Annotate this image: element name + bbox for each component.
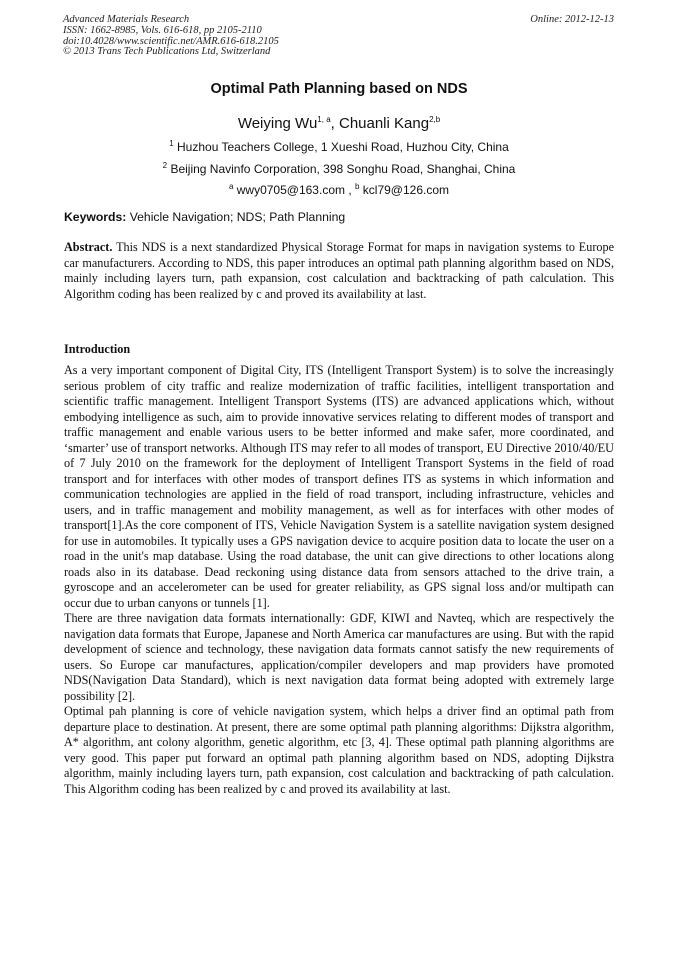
- author-2-sup: 2,b: [429, 115, 441, 124]
- journal-name: Advanced Materials Research: [63, 14, 190, 25]
- email-b: kcl79@126.com: [362, 183, 450, 197]
- affiliation-2: [0, 162, 678, 176]
- affiliation-1-sup: 1: [169, 139, 174, 148]
- author-2: Chuanli Kang: [338, 115, 430, 132]
- author-1: Weiying Wu: [237, 115, 318, 132]
- email-b-sup: b: [355, 182, 360, 191]
- affiliation-1: [0, 140, 678, 154]
- keywords-label: Keywords:: [64, 210, 127, 224]
- intro-paragraph-1: As a very important component of Digital City, ITS (Intelligent Transport System) is to solve the increasingly serious problem of city traffic and realize modernization of traffic facilities, intelligent transportation and scientific traffic management. Intelligent Transport Systems (ITS) are advanced applications which, without embodying intelligence as such, aim to provide innovative services relating to different modes of transport and traffic management and enable various users to be better informed and make safer, more coordinated, and ‘smarter’ use of transport networks. Although ITS may refer to all modes of transport, EU Directive 2010/40/EU of 7 July 2010 on the framework for the deployment of Intelligent Transport Systems in the field of road transport and for interfaces with other modes of transport defines ITS as systems in which information and communication technologies are applied in the field of road transport, including infrastructure, vehicles and users, and in traffic management and mobility management, as well as for interfaces with other modes of transport[1].As the core component of ITS, Vehicle Navigation System is a satellite navigation system designed for use in automobiles. It typically uses a GPS navigation device to acquire position data to locate the user on a road in the unit's map database. Using the road database, the unit can give directions to other locations along roads also in its database. Dead reckoning using distance data from sensors attached to the drive train, a gyroscope and an accelerometer can be used for greater reliability, as GPS signal loss and/or multipath can occur due to urban canyons or tunnels [1].: [64, 363, 614, 610]
- abstract-text: This NDS is a next standardized Physical Storage Format for maps in navigation systems to Europe car manufacturers. According to NDS, this paper introduces an optimal path planning algorithm based on NDS, mainly including layers turn, path expansion, cost calculation and backtracking of path calculation. This Algorithm coding has been realized by c and proved its availability at last.: [64, 240, 615, 301]
- email-line: [0, 183, 678, 197]
- issn-line: ISSN: 1662-8985, Vols. 616-618, pp 2105-2110: [63, 24, 262, 36]
- email-a: wwy0705@163.com ,: [236, 183, 355, 197]
- author-line: [0, 115, 678, 132]
- online-date: Online: 2012-12-13: [530, 14, 614, 25]
- affiliation-2-sup: 2: [162, 161, 168, 170]
- abstract-label: Abstract.: [64, 240, 113, 254]
- keywords: [64, 210, 614, 224]
- intro-paragraph-2: There are three navigation data formats internationally: GDF, KIWI and Navteq, which are respectively the navigation data formats that Europe, Japanese and North America car manufactures are using. But with the rapid development of science and technology, these navigation data formats cannot satisfy the new requirements of users. So Europe car manufactures, application/compiler developers and map providers have promoted NDS(Navigation Data Standard), which is next navigation data format being adopted with extremely large possibility [2].: [64, 611, 614, 703]
- doi-line: doi:10.4028/www.scientific.net/AMR.616-618.2105: [63, 35, 279, 47]
- keywords-text: Vehicle Navigation; NDS; Path Planning: [129, 210, 346, 224]
- introduction-body: [64, 363, 614, 797]
- abstract: [64, 240, 614, 302]
- email-a-sup: a: [228, 182, 234, 191]
- introduction-heading: Introduction: [64, 342, 131, 356]
- intro-paragraph-3: Optimal pah planning is core of vehicle navigation system, which helps a driver find an optimal path from departure place to destination. At present, there are some optimal path planning algorithms: Dijkstra algorithm, A* algorithm, ant colony algorithm, genetic algorithm, etc [3, 4]. These optimal path planning algorithms are very good. This paper put forward an optimal path planning algorithm based on NDS, adopting Dijkstra algorithm, mainly including layers turn, path expansion, cost calculation and backtracking of path calculation. This Algorithm coding has been realized by c and proved its availability at last.: [64, 704, 614, 796]
- affiliation-2-text: Beijing Navinfo Corporation, 398 Songhu Road, Shanghai, China: [170, 162, 516, 176]
- author-separator: ,: [330, 115, 339, 132]
- affiliation-1-text: Huzhou Teachers College, 1 Xueshi Road, Huzhou City, China: [177, 140, 509, 154]
- journal-header: [63, 15, 279, 58]
- paper-title: Optimal Path Planning based on NDS: [210, 81, 468, 97]
- author-1-sup: 1, a: [317, 115, 331, 124]
- copyright-line: © 2013 Trans Tech Publications Ltd, Switzerland: [63, 46, 271, 58]
